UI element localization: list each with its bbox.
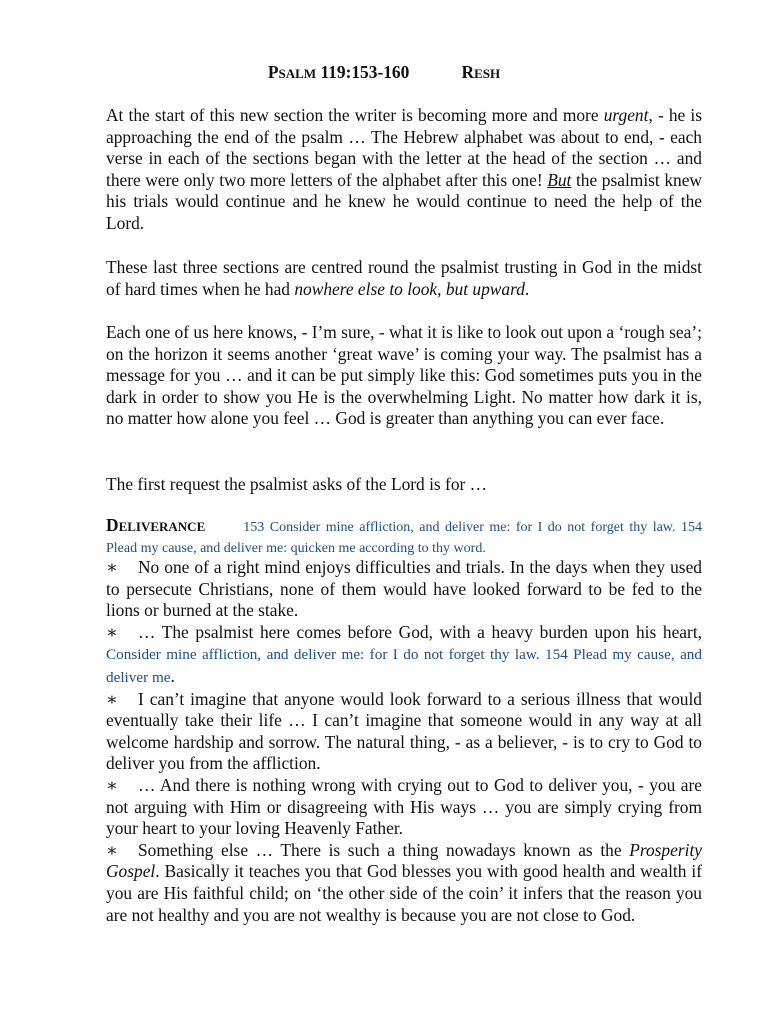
- message-paragraph: Each one of us here knows, - I’m sure, - what it is like to look out upon a ‘rough sea’; on the horizon it seems another ‘great wave’ is coming your way. The psalmist has a message for you … and it can be put simply like this: God sometimes puts you in the dark in order to show you He is the overwhelming Light. No matter how dark it is, no matter how alone you feel … God is greater than anything you can ever face.: [106, 322, 702, 429]
- inline-verse: Consider mine affliction, and deliver me: for I do not forget thy law. 154 Plead my cause, and deliver me: [106, 646, 702, 686]
- bullet-item: [106, 622, 702, 689]
- request-paragraph: The first request the psalmist asks of the Lord is for …: [106, 474, 488, 494]
- bullet-text: I can’t imagine that anyone would look forward to a serious illness that would eventually take their life … I can’t imagine that someone would in any way at all welcome hardship and sorrow. The natural thing, - as a believer, - is to cry to God to deliver you from the affliction.: [106, 688, 702, 774]
- text-run: At the start of this new section the writer is becoming more and more: [106, 105, 604, 125]
- section-heading-initial: D: [106, 515, 119, 535]
- bullet-list: [106, 557, 702, 926]
- title-reference: 119:153-160: [316, 62, 410, 82]
- emphasis-upward: nowhere else to look, but upward: [294, 278, 525, 299]
- page-title: [0, 62, 768, 83]
- text-run: the psalmist knew his trials would continue and he knew he would continue to need the help of the Lord.: [106, 169, 702, 233]
- bullet-item: [106, 689, 702, 775]
- title-psalm-initial: P: [267, 62, 279, 82]
- bullet-text: No one of a right mind enjoys difficulties and trials. In the days when they used to persecute Christians, none of them would have looked forward to be fed to the lions or burned at the stake.: [106, 557, 702, 621]
- bullet-item: [106, 775, 702, 840]
- bullet-icon: ∗: [106, 621, 118, 642]
- context-paragraph: [106, 257, 702, 300]
- emphasis-urgent: urgent: [603, 105, 649, 125]
- section-verse: 153 Consider mine affliction, and deliver me: for I do not forget thy law. 154 Plead my cause, and deliver me: quicken me according to thy word.: [106, 520, 702, 556]
- section-heading-smallcaps: ELIVERANCE: [118, 519, 206, 534]
- bullet-item: [106, 557, 702, 622]
- section-heading: [106, 515, 205, 535]
- bullet-text: … The psalmist here comes before God, with a heavy burden upon his heart,: [138, 621, 702, 642]
- emphasis-prosperity-gospel: Prosperity Gospel: [106, 839, 702, 882]
- section-heading-row: [106, 516, 702, 558]
- title-letter-smallcaps: ESH: [474, 66, 501, 81]
- text-run: .: [524, 278, 530, 299]
- bullet-icon: ∗: [106, 774, 118, 795]
- text-run: These last three sections are centred round the psalmist trusting in God in the midst of hard times when he had: [106, 257, 702, 299]
- bullet-icon: ∗: [106, 688, 118, 709]
- title-letter-initial: R: [461, 62, 475, 82]
- text-run: , - he is approaching the end of the psalm … The Hebrew alphabet was about to end, - each verse in each of the sections began with the letter at the head of the section … and there were only two more letters of the alphabet after this one!: [106, 105, 702, 190]
- bullet-icon: ∗: [106, 557, 118, 577]
- bullet-text: … And there is nothing wrong with crying out to God to deliver you, - you are not arguing with Him or disagreeing with His ways … you are simply crying from your heart to your loving Heavenly Father.: [106, 774, 702, 839]
- bullet-text: .: [170, 665, 175, 686]
- title-psalm-smallcaps: SALM: [278, 66, 317, 81]
- bullet-text: Something else … There is such a thing nowadays known as the: [138, 839, 630, 860]
- bullet-text: . Basically it teaches you that God blesses you with good health and wealth if you are His faithful child; on ‘the other side of the coin’ it infers that the reason you are not healthy and you are not wealthy is because you are not close to God.: [106, 861, 702, 925]
- bullet-item: [106, 840, 702, 926]
- intro-paragraph: [106, 105, 702, 235]
- bullet-icon: ∗: [106, 839, 118, 860]
- emphasis-but: But: [547, 169, 572, 190]
